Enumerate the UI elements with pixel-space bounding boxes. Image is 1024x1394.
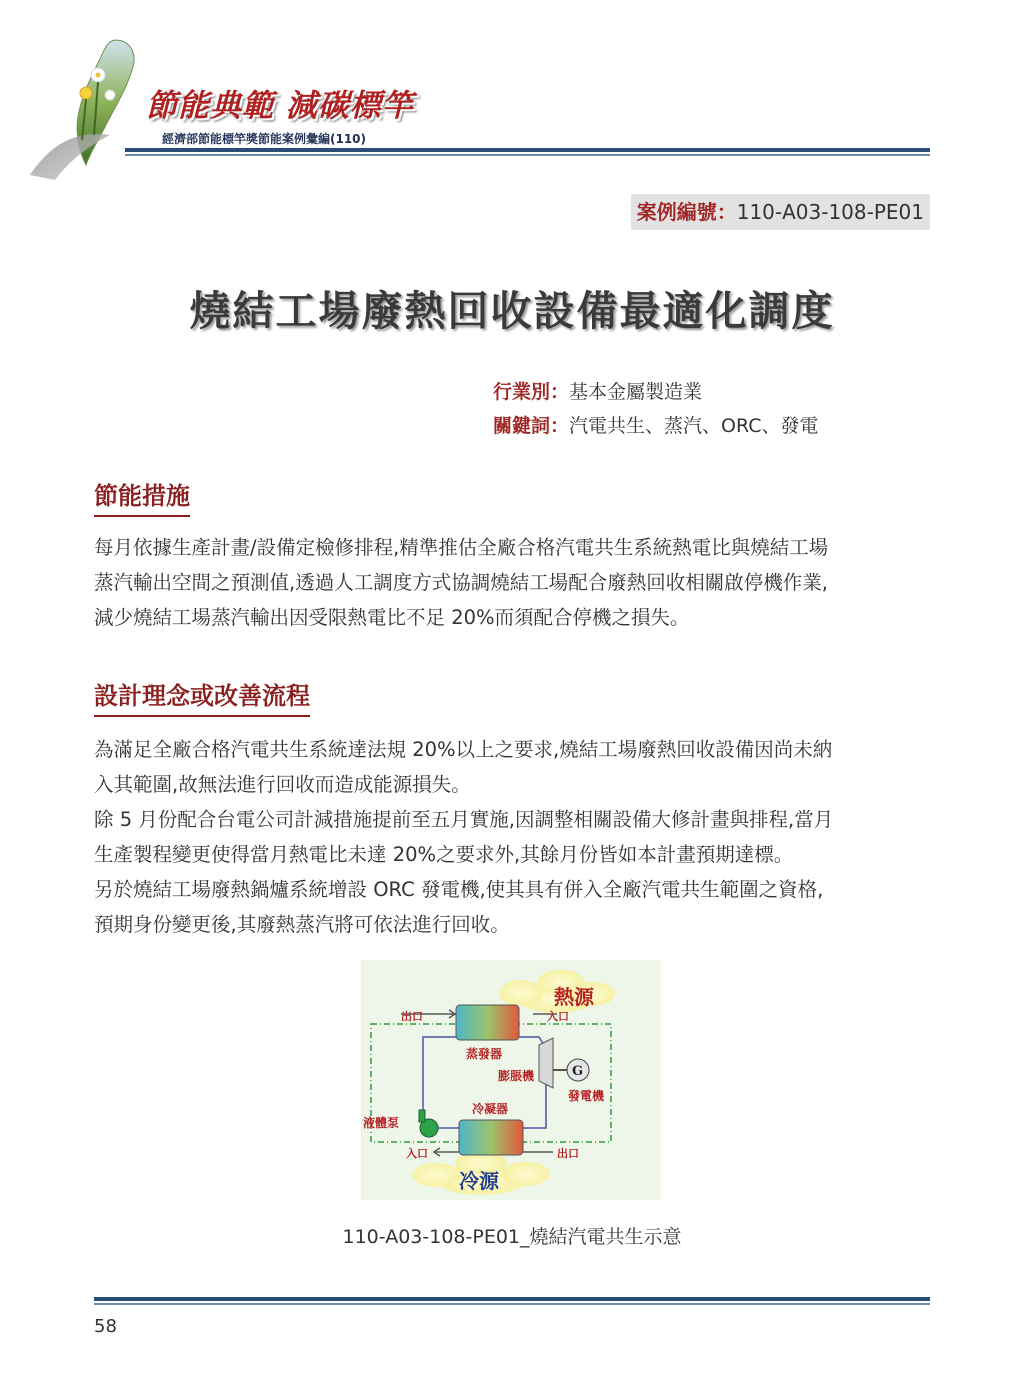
orc-diagram (361, 960, 661, 1200)
case-number-value: 110-A03-108-PE01 (736, 200, 924, 224)
brand-title: 節能典範 減碳標竿 (146, 88, 414, 124)
page-header (0, 0, 1024, 180)
header-divider (125, 148, 930, 152)
bottom-outlet-label: 出口 (557, 1147, 579, 1160)
industry-value: 基本金屬製造業 (569, 381, 703, 403)
keywords-label: 關鍵詞： (493, 415, 570, 437)
keywords-row (493, 411, 819, 438)
paragraph-line: 每月依據生產計畫/設備定檢修排程,精準推估全廠合格汽電共生系統熱電比與燒結工場 (94, 536, 829, 559)
bottom-inlet-label: 入口 (406, 1147, 428, 1160)
footer-divider (94, 1297, 930, 1301)
case-number-label: 案例編號： (636, 200, 737, 224)
generator-label: 發電機 (568, 1089, 605, 1103)
footer-divider-thin (94, 1303, 930, 1305)
condenser-exchanger (459, 1120, 523, 1155)
paragraph-line: 蒸汽輸出空間之預測值,透過人工調度方式協調燒結工場配合廢熱回收相關啟停機作業, (94, 571, 828, 594)
brand-subtitle: 經濟部節能標竿獎節能案例彙編(110) (162, 132, 367, 146)
section-heading-design: 設計理念或改善流程 (94, 676, 310, 717)
section-heading-measures: 節能措施 (94, 476, 190, 517)
page-title: 燒結工場廢熱回收設備最適化調度 (189, 287, 835, 335)
taiwan-map-logo-icon (20, 35, 150, 180)
pump-label: 液體泵 (363, 1116, 400, 1130)
expander-label: 膨脹機 (498, 1069, 535, 1083)
paragraph-line: 為滿足全廠合格汽電共生系統達法規 20%以上之要求,燒結工場廢熱回收設備因尚未納 (94, 738, 833, 761)
cold-source-label: 冷源 (459, 1169, 499, 1193)
condenser-label: 冷凝器 (472, 1102, 509, 1116)
section-body-measures (94, 530, 930, 635)
heat-source-label: 熱源 (554, 985, 594, 1009)
header-divider-thin (125, 154, 930, 156)
orc-diagram-svg (361, 960, 661, 1200)
industry-label: 行業別： (493, 381, 570, 403)
paragraph-line: 生產製程變更使得當月熱電比未達 20%之要求外,其餘月份皆如本計畫預期達標。 (94, 843, 794, 866)
expander-turbine (539, 1038, 553, 1088)
top-inlet-label: 入口 (547, 1010, 569, 1023)
keywords-value: 汽電共生、蒸汽、ORC、發電 (569, 415, 819, 437)
top-outlet-label: 出口 (401, 1010, 423, 1023)
paragraph-line: 除 5 月份配合台電公司計減措施提前至五月實施,因調整相關設備大修計畫與排程,當月 (94, 808, 834, 831)
paragraph-line: 另於燒結工場廢熱鍋爐系統增設 ORC 發電機,使其具有併入全廠汽電共生範圍之資格, (94, 878, 824, 901)
paragraph-line: 預期身份變更後,其廢熱蒸汽將可依法進行回收。 (94, 913, 510, 936)
generator-symbol: G (572, 1064, 584, 1079)
paragraph-line: 減少燒結工場蒸汽輸出因受限熱電比不足 20%而須配合停機之損失。 (94, 606, 690, 629)
evaporator-label: 蒸發器 (466, 1047, 503, 1061)
paragraph-line: 入其範圍,故無法進行回收而造成能源損失。 (94, 773, 471, 796)
evaporator-exchanger (456, 1005, 519, 1040)
figure-caption: 110-A03-108-PE01_燒結汽電共生示意 (342, 1226, 682, 1248)
industry-row (493, 377, 702, 404)
section-body-design (94, 732, 930, 942)
case-number-badge (631, 194, 930, 230)
page-number: 58 (94, 1316, 117, 1337)
